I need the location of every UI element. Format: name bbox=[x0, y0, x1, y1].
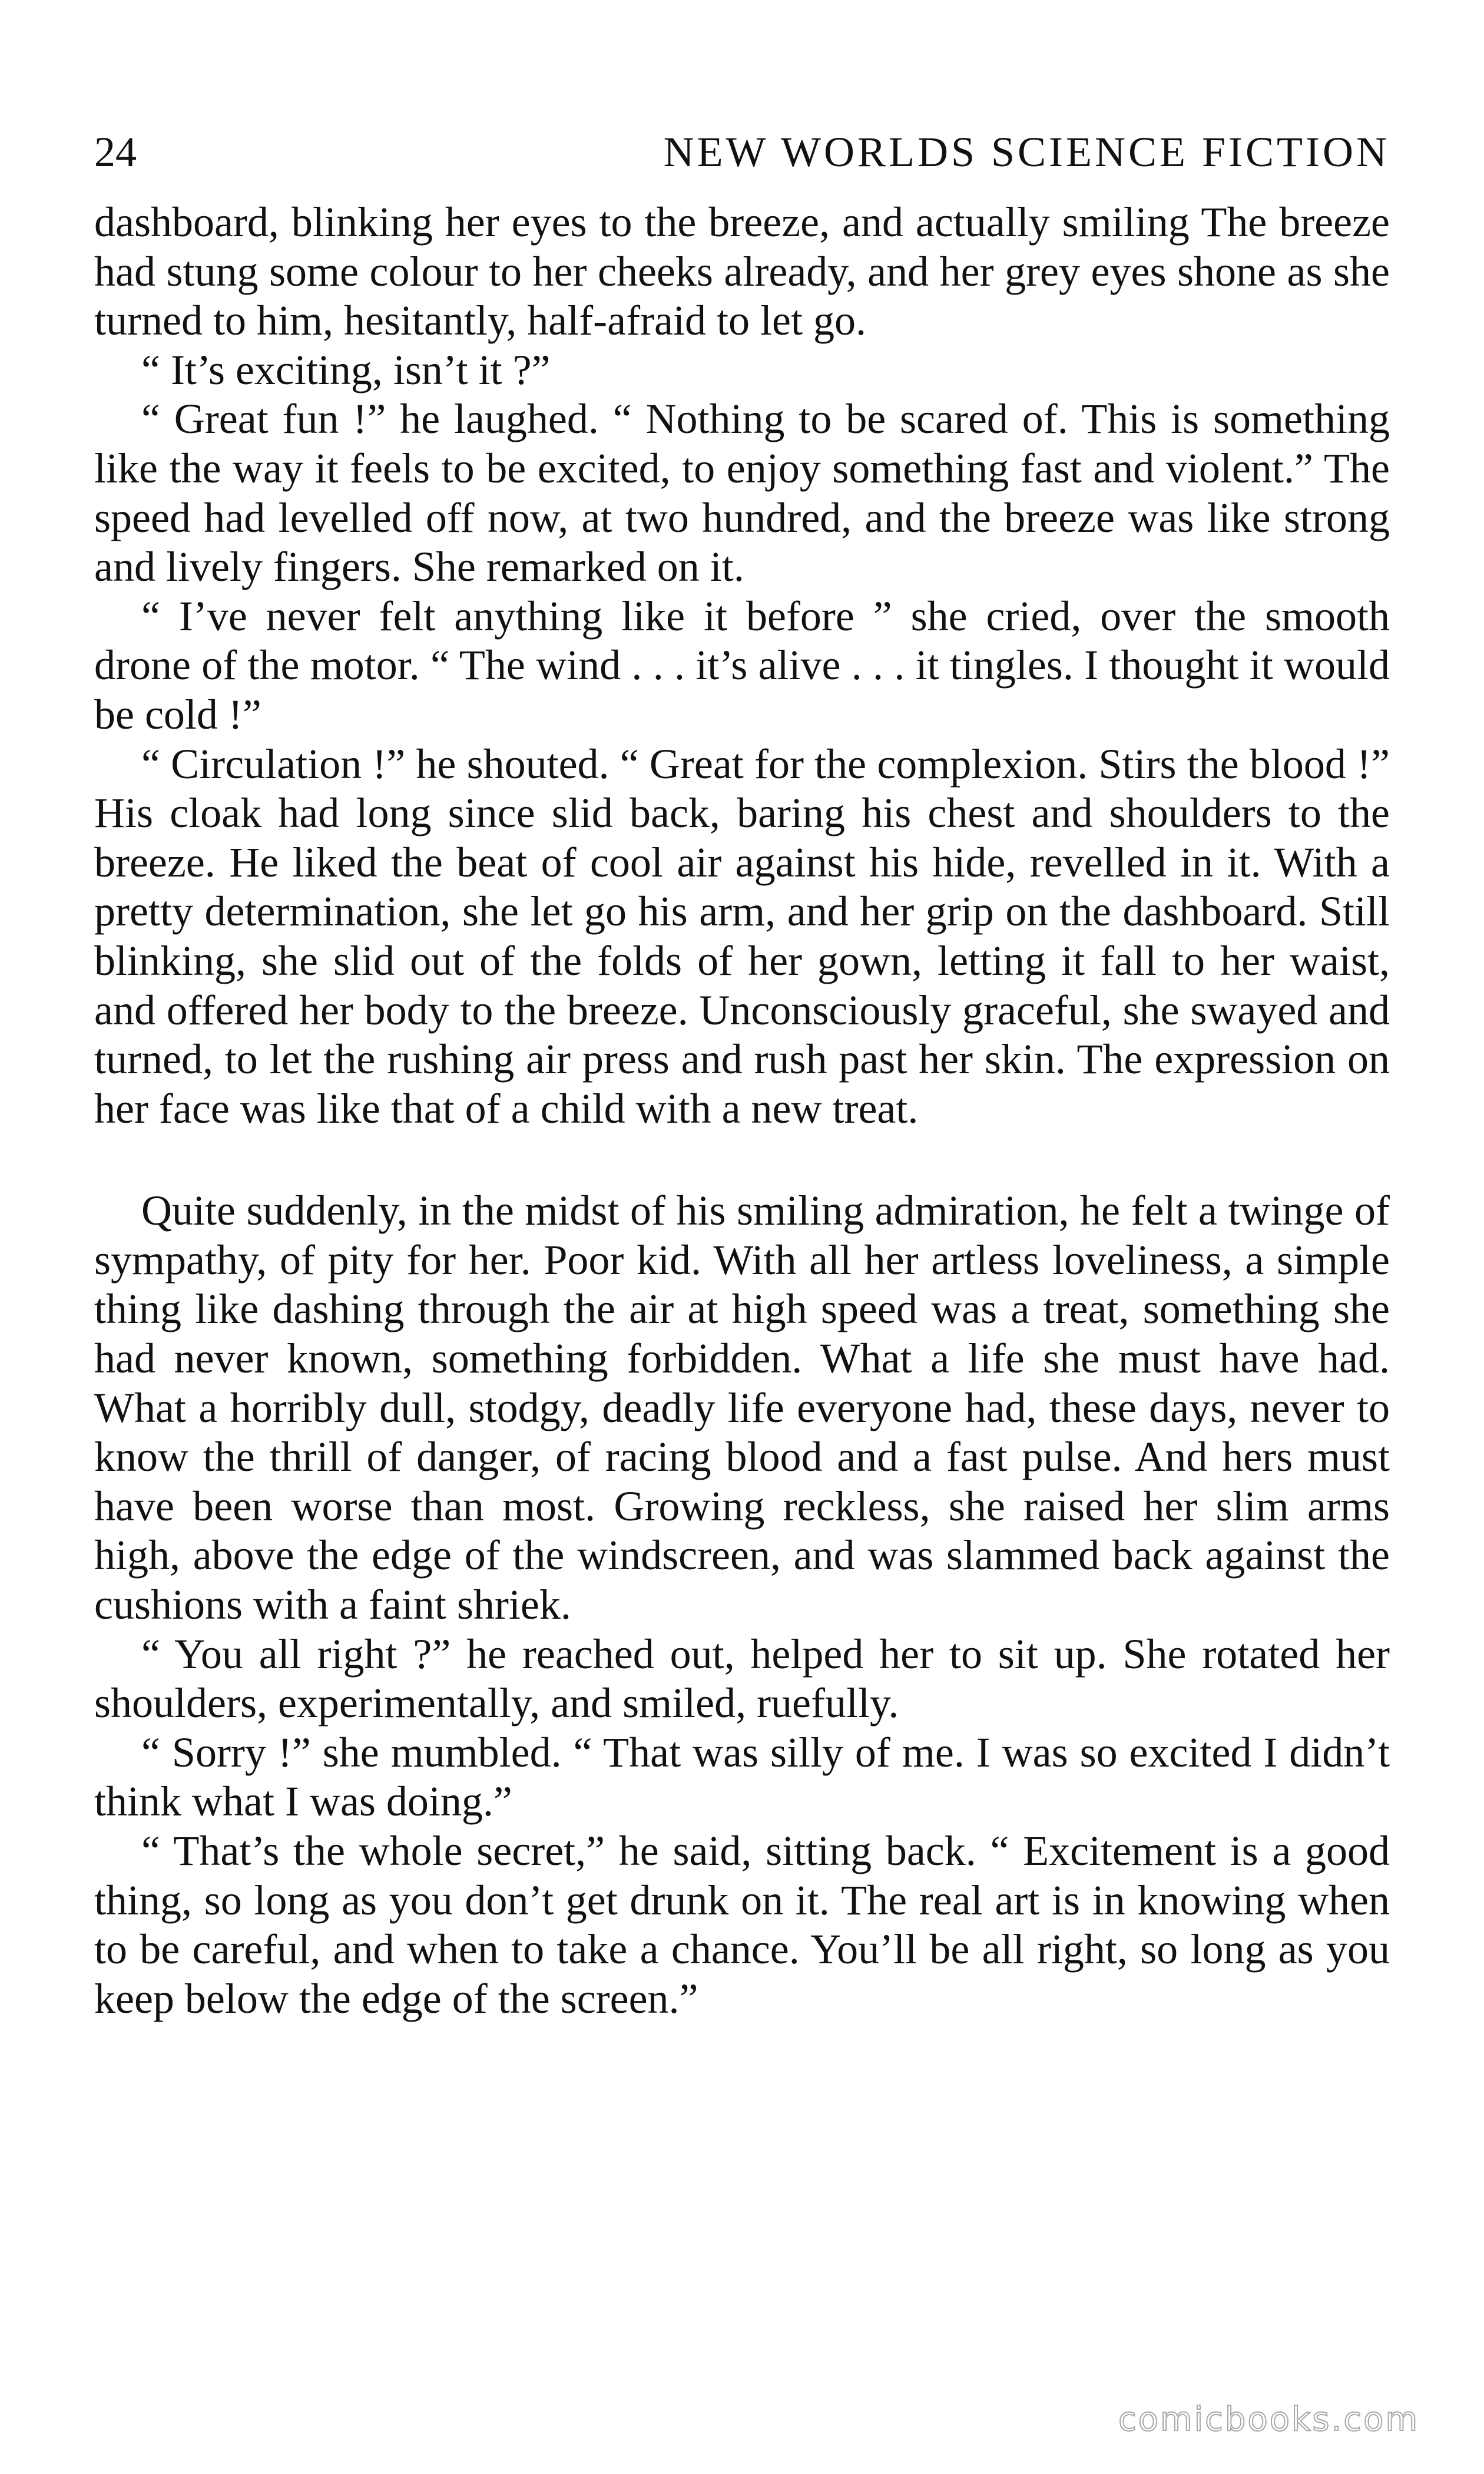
paragraph: “ That’s the whole secret,” he said, sitting back. “ Excitement is a good thing, so long as you don’t get drunk on it. The real art is in knowing when to be careful, and when to take a chance. You’ll be all right, so long as you keep below the edge of the screen.” bbox=[94, 1827, 1390, 2022]
paragraph: “ Sorry !” she mumbled. “ That was silly of me. I was so excited I didn’t think what I was doing.” bbox=[94, 1728, 1390, 1825]
paragraph: “ I’ve never felt anything like it before ” she cried, over the smooth drone of the motor. “ The wind . . . it’s alive . . . it tingles. I thought it would be cold !” bbox=[94, 592, 1390, 738]
paragraph-continuation: dashboard, blinking her eyes to the breeze, and actually smiling The breeze had stung some colour to her cheeks already, and her grey eyes shone as she turned to him, hesitantly, half-afraid to let go. bbox=[94, 199, 1390, 345]
paragraph: “ Great fun !” he laughed. “ Nothing to be scared of. This is something like the way it feels to be excited, to enjoy something fast and violent.” The speed had levelled off now, at two hundred, and the breeze was like strong and lively fingers. She remarked on it. bbox=[94, 395, 1390, 591]
story-text bbox=[94, 198, 1390, 2023]
book-page bbox=[94, 118, 1390, 2023]
watermark: comicbooks.com bbox=[1118, 2400, 1419, 2439]
paragraph: “ Circulation !” he shouted. “ Great for the complexion. Stirs the blood !” His cloak had long since slid back, baring his chest and shoulders to the breeze. He liked the beat of cool air against his hide, revelled in it. With a pretty determination, she let go his arm, and her grip on the dashboard. Still blinking, she slid out of the folds of her gown, letting it fall to her waist, and offered her body to the breeze. Unconsciously graceful, she swayed and turned, to let the rushing air press and rush past her skin. The expression on her face was like that of a child with a new treat. bbox=[94, 740, 1390, 1132]
running-title: NEW WORLDS SCIENCE FICTION bbox=[663, 128, 1390, 176]
page-number: 24 bbox=[94, 128, 137, 176]
paragraph: “ It’s exciting, isn’t it ?” bbox=[141, 346, 551, 393]
paragraph: “ You all right ?” he reached out, helped her to sit up. She rotated her shoulders, experimentally, and smiled, ruefully. bbox=[94, 1630, 1390, 1727]
section-break bbox=[94, 1133, 1390, 1186]
running-head bbox=[94, 118, 1390, 188]
paragraph: Quite suddenly, in the midst of his smiling admiration, he felt a twinge of sympathy, of pity for her. Poor kid. With all her artless loveliness, a simple thing like dashing through the air at high speed was a treat, something she had never known, something forbidden. What a life she must have had. What a horribly dull, stodgy, deadly life everyone had, these days, never to know the thrill of danger, of racing blood and a fast pulse. And hers must have been worse than most. Growing reckless, she raised her slim arms high, above the edge of the windscreen, and was slammed back against the cushions with a faint shriek. bbox=[94, 1187, 1390, 1629]
